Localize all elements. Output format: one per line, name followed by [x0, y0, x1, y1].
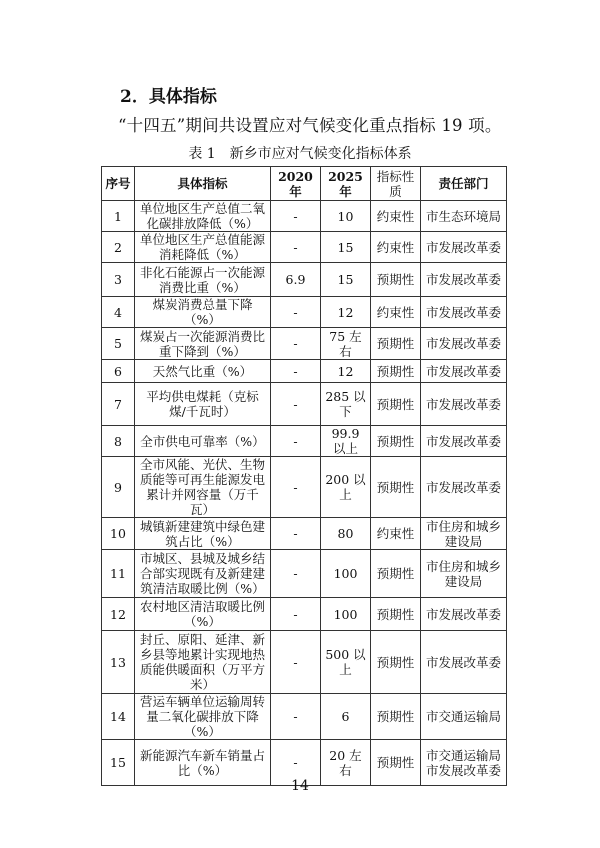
indicator-type: 预期性: [371, 383, 421, 426]
indicator-name: 单位地区生产总值能源消耗降低（%）: [135, 232, 271, 263]
header-cell: 责任部门: [421, 167, 507, 201]
table-row: [102, 694, 507, 740]
table-row: [102, 550, 507, 598]
target-2025: 100: [321, 598, 371, 631]
row-number: 10: [102, 518, 135, 550]
indicator-name: 单位地区生产总值二氧化碳排放降低（%）: [135, 201, 271, 232]
row-number: 3: [102, 263, 135, 297]
row-number: 5: [102, 328, 135, 360]
target-2025: 12: [321, 360, 371, 383]
responsible-department: 市交通运输局 市发展改革委: [421, 740, 507, 786]
indicator-name: 农村地区清洁取暖比例（%）: [135, 598, 271, 631]
table-row: [102, 631, 507, 694]
indicator-type: 预期性: [371, 550, 421, 598]
table-row: [102, 598, 507, 631]
value-2020: -: [271, 232, 321, 263]
indicator-type: 预期性: [371, 598, 421, 631]
table-row: [102, 426, 507, 457]
header-cell: 指标性质: [371, 167, 421, 201]
indicator-type: 约束性: [371, 232, 421, 263]
table-row: [102, 263, 507, 297]
responsible-department: 市发展改革委: [421, 297, 507, 328]
indicator-type: 约束性: [371, 518, 421, 550]
value-2020: -: [271, 360, 321, 383]
target-2025: 15: [321, 263, 371, 297]
header-cell: 具体指标: [135, 167, 271, 201]
table-caption: 表 1 新乡市应对气候变化指标体系: [188, 146, 412, 162]
indicator-type: 预期性: [371, 360, 421, 383]
target-2025: 6: [321, 694, 371, 740]
target-2025: 100: [321, 550, 371, 598]
responsible-department: 市发展改革委: [421, 457, 507, 518]
indicator-name: 煤炭占一次能源消费比重下降到（%）: [135, 328, 271, 360]
row-number: 6: [102, 360, 135, 383]
page-number: 14: [291, 778, 309, 794]
row-number: 11: [102, 550, 135, 598]
responsible-department: 市交通运输局: [421, 694, 507, 740]
row-number: 12: [102, 598, 135, 631]
indicator-name: 全市风能、光伏、生物质能等可再生能源发电累计并网容量（万千瓦）: [135, 457, 271, 518]
table-row: [102, 232, 507, 263]
responsible-department: 市发展改革委: [421, 232, 507, 263]
value-2020: -: [271, 201, 321, 232]
responsible-department: 市发展改革委: [421, 426, 507, 457]
target-2025: 285 以下: [321, 383, 371, 426]
row-number: 8: [102, 426, 135, 457]
row-number: 14: [102, 694, 135, 740]
indicator-type: 预期性: [371, 263, 421, 297]
value-2020: -: [271, 457, 321, 518]
indicator-type: 预期性: [371, 694, 421, 740]
row-number: 1: [102, 201, 135, 232]
target-2025: 500 以上: [321, 631, 371, 694]
responsible-department: 市发展改革委: [421, 328, 507, 360]
target-2025: 20 左右: [321, 740, 371, 786]
indicator-type: 预期性: [371, 631, 421, 694]
indicator-name: 非化石能源占一次能源消费比重（%）: [135, 263, 271, 297]
row-number: 2: [102, 232, 135, 263]
table-row: [102, 297, 507, 328]
indicator-name: 新能源汽车新车销量占比（%）: [135, 740, 271, 786]
indicator-name: 天然气比重（%）: [135, 360, 271, 383]
responsible-department: 市发展改革委: [421, 383, 507, 426]
row-number: 7: [102, 383, 135, 426]
table-header-row: [102, 167, 507, 201]
header-cell: 2020 年: [271, 167, 321, 201]
row-number: 4: [102, 297, 135, 328]
table-row: [102, 201, 507, 232]
value-2020: -: [271, 383, 321, 426]
table-row: [102, 360, 507, 383]
intro-paragraph: “十四五”期间共设置应对气候变化重点指标 19 项。: [118, 116, 502, 135]
value-2020: -: [271, 550, 321, 598]
responsible-department: 市发展改革委: [421, 598, 507, 631]
target-2025: 99.9 以上: [321, 426, 371, 457]
row-number: 9: [102, 457, 135, 518]
value-2020: 6.9: [271, 263, 321, 297]
table-row: [102, 457, 507, 518]
responsible-department: 市住房和城乡建设局: [421, 550, 507, 598]
indicator-name: 营运车辆单位运输周转量二氧化碳排放下降（%）: [135, 694, 271, 740]
target-2025: 12: [321, 297, 371, 328]
responsible-department: 市发展改革委: [421, 631, 507, 694]
indicator-name: 煤炭消费总量下降（%）: [135, 297, 271, 328]
indicator-type: 预期性: [371, 457, 421, 518]
value-2020: -: [271, 518, 321, 550]
indicator-type: 约束性: [371, 297, 421, 328]
responsible-department: 市发展改革委: [421, 360, 507, 383]
table-row: [102, 518, 507, 550]
table-row: [102, 328, 507, 360]
indicator-type: 预期性: [371, 328, 421, 360]
value-2020: -: [271, 740, 321, 786]
indicator-name: 市城区、县城及城乡结合部实现既有及新建建筑清洁取暖比例（%）: [135, 550, 271, 598]
row-number: 15: [102, 740, 135, 786]
indicator-name: 封丘、原阳、延津、新乡县等地累计实现地热质能供暖面积（万平方米）: [135, 631, 271, 694]
value-2020: -: [271, 297, 321, 328]
value-2020: -: [271, 598, 321, 631]
indicator-name: 平均供电煤耗（克标煤/千瓦时）: [135, 383, 271, 426]
responsible-department: 市住房和城乡建设局: [421, 518, 507, 550]
indicator-type: 预期性: [371, 740, 421, 786]
responsible-department: 市生态环境局: [421, 201, 507, 232]
indicator-type: 预期性: [371, 426, 421, 457]
header-cell: 序号: [102, 167, 135, 201]
value-2020: -: [271, 631, 321, 694]
value-2020: -: [271, 426, 321, 457]
indicator-table: [101, 166, 507, 786]
row-number: 13: [102, 631, 135, 694]
value-2020: -: [271, 694, 321, 740]
target-2025: 200 以上: [321, 457, 371, 518]
indicator-name: 全市供电可靠率（%）: [135, 426, 271, 457]
value-2020: -: [271, 328, 321, 360]
table-row: [102, 383, 507, 426]
target-2025: 10: [321, 201, 371, 232]
target-2025: 80: [321, 518, 371, 550]
target-2025: 15: [321, 232, 371, 263]
header-cell: 2025 年: [321, 167, 371, 201]
section-heading: 2．具体指标: [120, 87, 217, 107]
indicator-name: 城镇新建建筑中绿色建筑占比（%）: [135, 518, 271, 550]
responsible-department: 市发展改革委: [421, 263, 507, 297]
indicator-type: 约束性: [371, 201, 421, 232]
target-2025: 75 左右: [321, 328, 371, 360]
